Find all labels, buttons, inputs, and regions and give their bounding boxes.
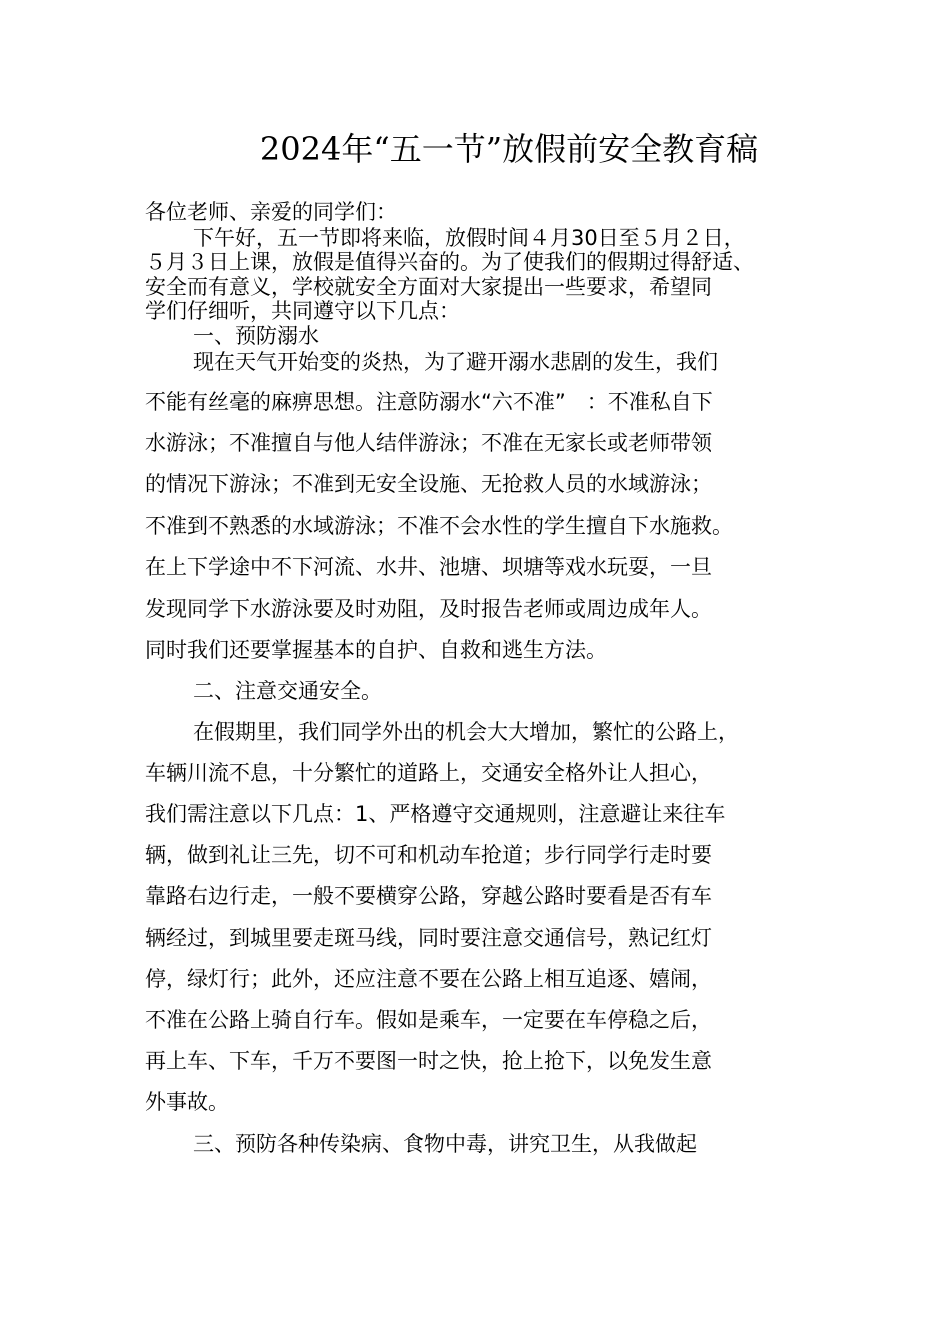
intro-line: 下午好，五一节即将来临，放假时间４月30日至５月２日， xyxy=(193,226,745,250)
paragraph-line: 不准在公路上骑自行车。假如是乘车，一定要在车停稳之后， xyxy=(145,1008,712,1032)
paragraph-line: 在假期里，我们同学外出的机会大大增加，繁忙的公路上， xyxy=(193,720,739,744)
paragraph-line: 不准到不熟悉的水域游泳；不准不会水性的学生擅自下水施救。 xyxy=(145,514,733,538)
intro-line: 学们仔细听，共同遵守以下几点： xyxy=(145,299,460,323)
paragraph-line: 停，绿灯行；此外，还应注意不要在公路上相互追逐、嬉闹， xyxy=(145,967,712,991)
paragraph-line: 现在天气开始变的炎热，为了避开溺水悲剧的发生，我们 xyxy=(193,350,718,374)
paragraph-line: 再上车、下车，千万不要图一时之快，抢上抢下，以免发生意 xyxy=(145,1049,712,1073)
paragraph-line: 的情况下游泳；不准到无安全设施、无抢救人员的水域游泳； xyxy=(145,472,712,496)
section-heading-drowning: 一、预防溺水 xyxy=(193,324,319,348)
section-heading-traffic: 二、注意交通安全。 xyxy=(193,679,382,703)
paragraph-line: 水游泳；不准擅自与他人结伴游泳；不准在无家长或老师带领 xyxy=(145,431,712,455)
intro-line: ５月３日上课，放假是值得兴奋的。为了使我们的假期过得舒适、 xyxy=(145,250,754,274)
paragraph-line: 辆，做到礼让三先，切不可和机动车抢道；步行同学行走时要 xyxy=(145,843,712,867)
paragraph-line: 在上下学途中不下河流、水井、池塘、坝塘等戏水玩耍，一旦 xyxy=(145,555,712,579)
section-heading-hygiene: 三、预防各种传染病、食物中毒，讲究卫生，从我做起 xyxy=(193,1132,697,1156)
paragraph-line: 辆经过，到城里要走斑马线，同时要注意交通信号，熟记红灯 xyxy=(145,926,712,950)
intro-line: 安全而有意义，学校就安全方面对大家提出一些要求，希望同 xyxy=(145,275,712,299)
salutation: 各位老师、亲爱的同学们： xyxy=(145,200,397,224)
paragraph-line: 外事故。 xyxy=(145,1090,229,1114)
document-title: 2024年“五一节”放假前安全教育稿 xyxy=(259,130,759,168)
paragraph-line: 不能有丝毫的麻痹思想。注意防溺水“六不准” ：不准私自下 xyxy=(145,390,713,414)
paragraph-line: 同时我们还要掌握基本的自护、自救和逃生方法。 xyxy=(145,638,607,662)
paragraph-line: 我们需注意以下几点：1、严格遵守交通规则，注意避让来往车 xyxy=(145,802,726,826)
paragraph-line: 靠路右边行走，一般不要横穿公路，穿越公路时要看是否有车 xyxy=(145,884,712,908)
paragraph-line: 发现同学下水游泳要及时劝阻，及时报告老师或周边成年人。 xyxy=(145,597,712,621)
paragraph-line: 车辆川流不息，十分繁忙的道路上，交通安全格外让人担心， xyxy=(145,761,712,785)
